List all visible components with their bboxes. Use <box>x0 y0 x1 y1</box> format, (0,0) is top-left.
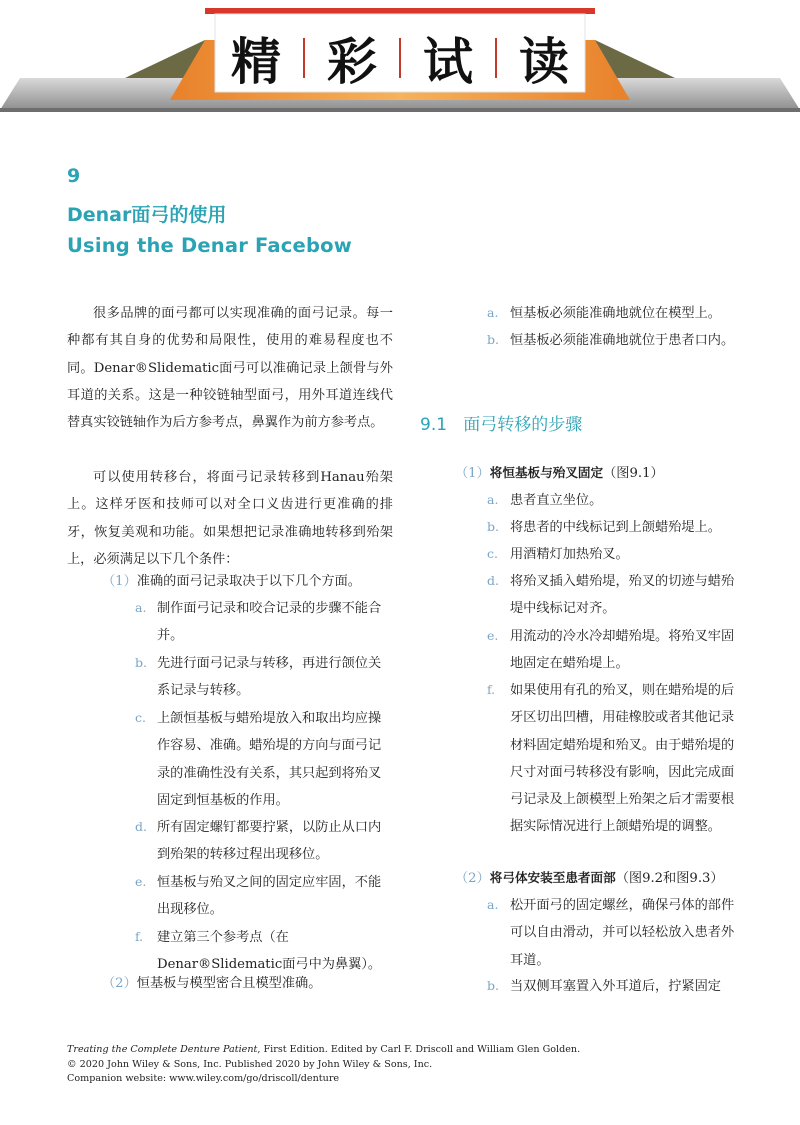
banner-separator <box>303 38 305 78</box>
figure-reference: （图9.2和图9.3） <box>615 871 724 886</box>
step-1-heading <box>455 459 755 487</box>
list-marker: a. <box>487 897 499 912</box>
footer-line-2: © 2020 John Wiley & Sons, Inc. Published 2020 by John Wiley & Sons, Inc. <box>67 1058 433 1070</box>
banner-char: 读 <box>519 33 569 91</box>
list-marker: a. <box>135 600 147 615</box>
figure-reference: （图9.1） <box>603 466 664 481</box>
chapter-title-chinese: Denar面弓的使用 <box>67 204 227 226</box>
list-item: 恒基板必须能准确地就位于患者口内。 <box>510 333 735 348</box>
step-number: （2） <box>455 871 490 886</box>
list-marker: a. <box>487 305 499 320</box>
conditions-paragraph: 可以使用转移台，将面弓记录转移到Hanau殆架上。这样牙医和技师可以对全口义齿进行更准确的排牙，恢复美观和功能。如果想把记录准确地转移到殆架上，必须满足以下几个条件： <box>67 470 393 567</box>
list-item: 制作面弓记录和咬合记录的步骤不能合并。 <box>157 601 382 644</box>
list-item: 用流动的冷水冷却蜡殆堤。将殆叉牢固地固定在蜡殆堤上。 <box>510 629 735 672</box>
list-marker: b. <box>487 978 499 993</box>
list-marker: c. <box>135 710 146 725</box>
list-marker: b. <box>487 519 499 534</box>
list-item: 将患者的中线标记到上颌蜡殆堤上。 <box>510 520 721 535</box>
banner-separator <box>399 38 401 78</box>
list-item: 松开面弓的固定螺丝，确保弓体的部件可以自由滑动，并可以轻松放入患者外耳道。 <box>510 898 735 968</box>
list-marker: e. <box>487 628 499 643</box>
list-marker: a. <box>487 492 499 507</box>
list-item: 恒基板必须能准确地就位在模型上。 <box>510 306 721 321</box>
list-item: 将殆叉插入蜡殆堤，殆叉的切迹与蜡殆堤中线标记对齐。 <box>510 574 735 617</box>
footer-line-1 <box>67 1043 580 1058</box>
list-item: 上颌恒基板与蜡殆堤放入和取出均应操作容易、准确。蜡殆堤的方向与面弓记录的准确性没有关系，其只起到将殆叉固定到恒基板的作用。 <box>157 711 382 808</box>
step-number: （1） <box>455 466 490 481</box>
edition-info: , First Edition. Edited by Carl F. Driscoll and William Glen Golden. <box>257 1044 581 1055</box>
banner-char: 精 <box>231 33 281 91</box>
list-marker: c. <box>487 546 498 561</box>
list-item: 恒基板与殆叉之间的固定应牢固，不能出现移位。 <box>157 875 382 918</box>
step-title: 将弓体安装至患者面部 <box>489 870 616 885</box>
condition-number: （1） <box>102 574 137 589</box>
section-number: 9.1 <box>420 415 448 435</box>
section-title: 面弓转移的步骤 <box>463 415 583 435</box>
condition-1 <box>102 568 402 595</box>
footer-line-3: Companion website: www.wiley.com/go/driscoll/denture <box>67 1073 340 1084</box>
banner-char: 彩 <box>327 33 377 91</box>
list-item: 如果使用有孔的殆叉，则在蜡殆堤的后牙区切出凹槽，用硅橡胶或者其他记录材料固定蜡殆堤和殆叉。由于蜡殆堤的尺寸对面弓转移没有影响，因此完成面弓记录及上颌模型上殆架之后才需要根据实际情况进行上颌蜡殆堤的调整。 <box>510 683 735 835</box>
list-marker: b. <box>135 655 147 670</box>
condition-2 <box>102 970 402 997</box>
condition-text: 恒基板与模型密合且模型准确。 <box>136 976 322 991</box>
list-marker: d. <box>487 573 499 588</box>
step-title: 将恒基板与殆叉固定 <box>489 465 604 480</box>
intro-paragraph: 很多品牌的面弓都可以实现准确的面弓记录。每一种都有其自身的优势和局限性，使用的难易程度也不同。Denar®Slidematic面弓可以准确记录上颌骨与外耳道的关系。这是一种铰链轴型面弓，用外耳道连线代替真实铰链轴作为后方参考点，鼻翼作为前方参考点。 <box>67 306 393 431</box>
copyright-footer <box>67 1043 580 1087</box>
chapter-number: 9 <box>67 165 81 187</box>
list-item: 用酒精灯加热殆叉。 <box>510 547 629 562</box>
list-item: 当双侧耳塞置入外耳道后，拧紧固定 <box>510 979 721 994</box>
section-heading <box>420 410 582 435</box>
book-title: Treating the Complete Denture Patient <box>67 1044 258 1055</box>
list-marker: d. <box>135 819 147 834</box>
banner-char: 试 <box>423 33 473 91</box>
chapter-title-english: Using the Denar Facebow <box>67 234 352 257</box>
list-item: 患者直立坐位。 <box>510 493 603 508</box>
banner-separator <box>495 38 497 78</box>
list-marker: f. <box>487 682 496 697</box>
list-item: 先进行面弓记录与转移，再进行颌位关系记录与转移。 <box>157 656 382 699</box>
preview-banner <box>0 0 800 120</box>
condition-number: （2） <box>102 976 137 991</box>
list-marker: e. <box>135 874 147 889</box>
list-item: 建立第三个参考点（在Denar®Slidematic面弓中为鼻翼）。 <box>157 930 382 973</box>
step-2-heading <box>455 864 765 892</box>
condition-text: 准确的面弓记录取决于以下几个方面。 <box>136 574 361 589</box>
list-item: 所有固定螺钉都要拧紧，以防止从口内到殆架的转移过程出现移位。 <box>157 820 382 863</box>
list-marker: f. <box>135 929 144 944</box>
banner-title <box>215 20 585 96</box>
list-marker: b. <box>487 332 499 347</box>
